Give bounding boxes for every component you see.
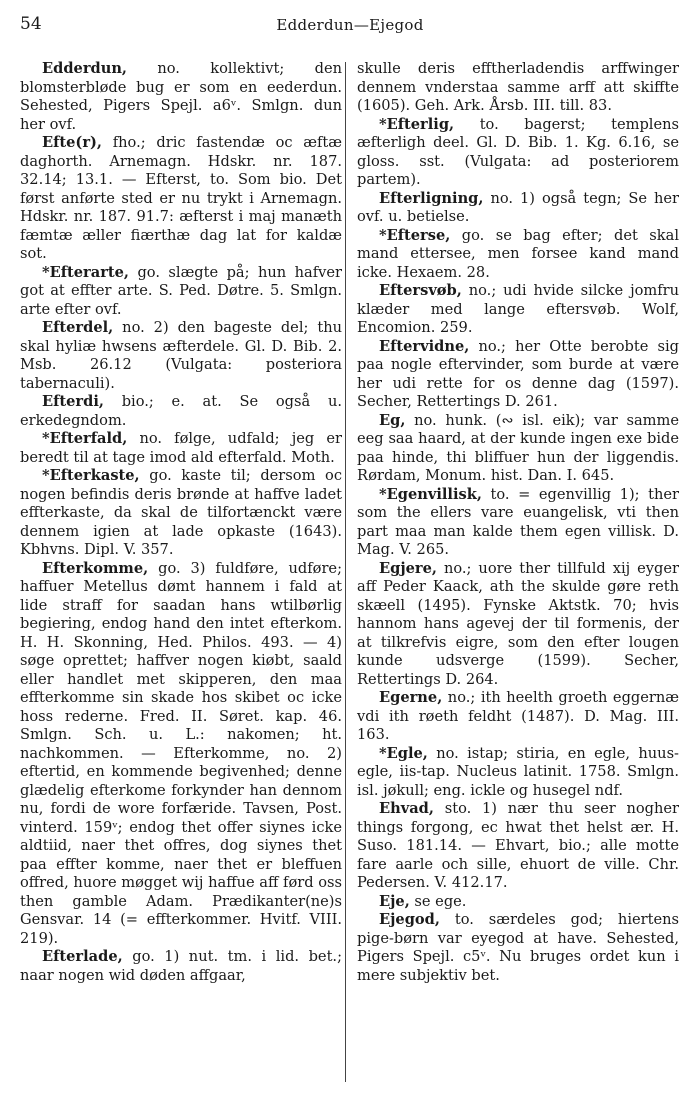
entry-text: go. 3) fuldføre, udføre; haffuer Metellus dømt hannem i fald at lide straff for saadan hans wtilbørlig begiering, endog hand den intet efterkom. H. H. Skonning, Hed. Philos. 493. — 4) søge oprettet; haffver nogen kiøbt, saald eller handlet met skipperen, den maa effterkomme sin skade hos skibet oc icke hoss rederne. Fred. II. Søret. kap. 46. Smlgn. Sch. u. L.: nakomen; ht. nachkommen. — Efterkomme, no. 2) eftertid, en kommende begivenhed; denne glædelig efterkome forkynder han dennom nu, fordi de wore forfæride. Tavsen, Post. vinterd. 159ᵛ; endog thet offer siynes icke aldtiid, naer thet offres, dog siynes thet paa effter komme, naer thet er bleffuen offred, huore møgget wij haffue aff førd oss then gamble Adam. Prædikanter(ne)s Gensvar. 14 (= effterkommer. Hvitf. VIII. 219). [20,559,342,947]
dictionary-entry [20,948,342,985]
dictionary-entry [20,393,342,430]
headword: Eje, [379,892,410,910]
headword: *Efterse, [379,226,451,244]
headword: *Efterlig, [379,115,455,133]
headword: *Egenvillisk, [379,485,482,503]
dictionary-entry [20,60,342,134]
headword: Egerne, [379,689,443,706]
headword: Eg, [379,411,406,429]
column-divider [345,62,346,1082]
headword: Efterligning, [379,189,484,207]
right-column [357,60,679,985]
entry-text: no. 1) også tegn; Se her ovf. u. betielse. [357,189,679,225]
dictionary-entry [357,412,679,486]
entry-text: no. følge, udfald; jeg er beredt til at tage imod ald efterfald. Moth. [20,430,342,466]
page-header [0,14,700,36]
dictionary-entry [357,338,679,412]
page-number: 54 [20,14,42,34]
entry-text: go. kaste til; dersom oc nogen befindis deris brønde at haffve ladet effterkaste, da skal de tilfortænckt være dennem igien at lade opkaste (1643). Kbhvns. Dipl. V. 357. [20,467,342,558]
entry-text: sto. 1) nær thu seer nogher things forgong, ec hwat thet helst ær. H. Suso. 181.14. — Ehvart, bio.; alle motte fare aarle och sille, ehuort de ville. Chr. Pedersen. V. 412.17. [357,800,679,891]
dictionary-entry [20,134,342,264]
dictionary-entry [357,282,679,338]
entry-text: skulle deris efftherladendis arffwinger dennem vnderstaa samme arff att skiffte (1605). Geh. Ark. Årsb. III. till. 83. [357,60,679,114]
entry-text: no. 2) den bageste del; thu skal hyliæ hwsens æfterdele. Gl. D. Bib. 2. Msb. 26.12 (Vulgata: posteriora tabernaculi). [20,319,342,392]
entry-text: no. kollektivt; den blomsterbløde bug er som en eederdun. Sehested, Pigers Spejl. a6ᵛ. Smlgn. dun her ovf. [20,60,342,133]
dictionary-entry [20,560,342,949]
running-head: Edderdun—Ejegod [276,16,424,34]
entry-text: no.; uore ther tillfuld xij eyger aff Peder Kaack, ath the skulde gøre reth skæell (1495). Fynske Aktstk. 70; hvis hannom hans agevej der til formenis, der at tilkrefvis eigre, som den efter lougen kunde udsverge (1599). Secher, Rettertings D. 264. [357,559,679,688]
headword: *Efterkaste, [42,467,140,484]
dictionary-entry [357,911,679,985]
headword: Eftervidne, [379,337,470,355]
dictionary-entry [357,893,679,912]
dictionary-entry [357,689,679,745]
dictionary-entry [357,227,679,283]
dictionary-entry-continuation [357,60,679,116]
dictionary-entry [357,560,679,690]
entry-text: no. istap; stiria, en egle, huus-egle, iis-tap. Nucleus latinit. 1758. Smlgn. isl. jøkull; eng. ickle og husegel ndf. [357,744,679,799]
headword: Efterlade, [42,948,123,965]
entry-text: go. 1) nut. tm. i lid. bet.; naar nogen wid døden affgaar, [20,948,342,984]
entry-text: se ege. [409,892,467,910]
entry-text: no.; ith heelth groeth eggernæ vdi ith røeth feldht (1487). D. Mag. III. 163. [357,689,679,743]
entry-text: fho.; dric fastendæ oc æftæ daghorth. Arnemagn. Hdskr. nr. 187. 32.14; 13.1. — Efterst, to. Som bio. Det først anførte sted er nu trykt i Arnemagn. Hdskr. nr. 187. 91.7: æfterst i maj manæth fæmtæ æller fiærthæ dag lat for kaldæ sot. [20,134,342,262]
headword: Efterkomme, [42,559,149,577]
left-column [20,60,342,985]
headword: Efterdi, [42,393,104,410]
dictionary-entry [20,467,342,560]
dictionary-entry [357,486,679,560]
dictionary-entry [20,264,342,320]
dictionary-entry [357,800,679,893]
dictionary-entry [20,319,342,393]
headword: Efterdel, [42,319,114,336]
entry-text: to. særdeles god; hiertens pige-børn var eyegod at have. Sehested, Pigers Spejl. c5ᵛ. Nu bruges ordet kun i mere subjektiv bet. [357,911,679,984]
headword: Ejegod, [379,911,440,928]
headword: Eftersvøb, [379,282,462,299]
headword: *Efterarte, [42,263,129,281]
entry-text: go. slægte på; hun hafver got at effter arte. S. Ped. Døtre. 5. Smlgn. arte efter ovf. [20,263,342,318]
entry-text: no.; udi hvide silcke jomfru klæder med lange eftersvøb. Wolf, Encomion. 259. [357,282,679,336]
entry-text: bio.; e. at. Se også u. erkedegndom. [20,393,342,429]
entry-text: to. bagerst; templens æfterligh deel. Gl. D. Bib. 1. Kg. 6.16, se gloss. sst. (Vulgata: ad posteriorem partem). [357,115,679,188]
dictionary-entry [357,116,679,190]
entry-text: to. = egenvillig 1); ther som the ellers vare euangelisk, vti then part maa man kalde them egen villisk. D. Mag. V. 265. [357,485,679,558]
headword: *Egle, [379,744,428,762]
dictionary-entry [20,430,342,467]
headword: *Efterfald, [42,430,128,447]
headword: Egjere, [379,559,437,577]
dictionary-entry [357,745,679,801]
entry-text: no.; her Otte berobte sig paa nogle eftervinder, som burde at være her udi rette for os denne dag (1597). Secher, Rettertings D. 261. [357,337,679,410]
entry-text: go. se bag efter; det skal mand ettersee, men forsee kand mand icke. Hexaem. 28. [357,226,679,281]
headword: Edderdun, [42,60,128,77]
headword: Efte(r), [42,134,103,151]
dictionary-entry [357,190,679,227]
headword: Ehvad, [379,800,434,817]
entry-text: no. hunk. (∾ isl. eik); var samme eeg saa haard, at der kunde ingen exe bide paa hinde, thi bliffuer hun der liggendis. Rørdam, Monum. hist. Dan. I. 645. [357,411,679,484]
